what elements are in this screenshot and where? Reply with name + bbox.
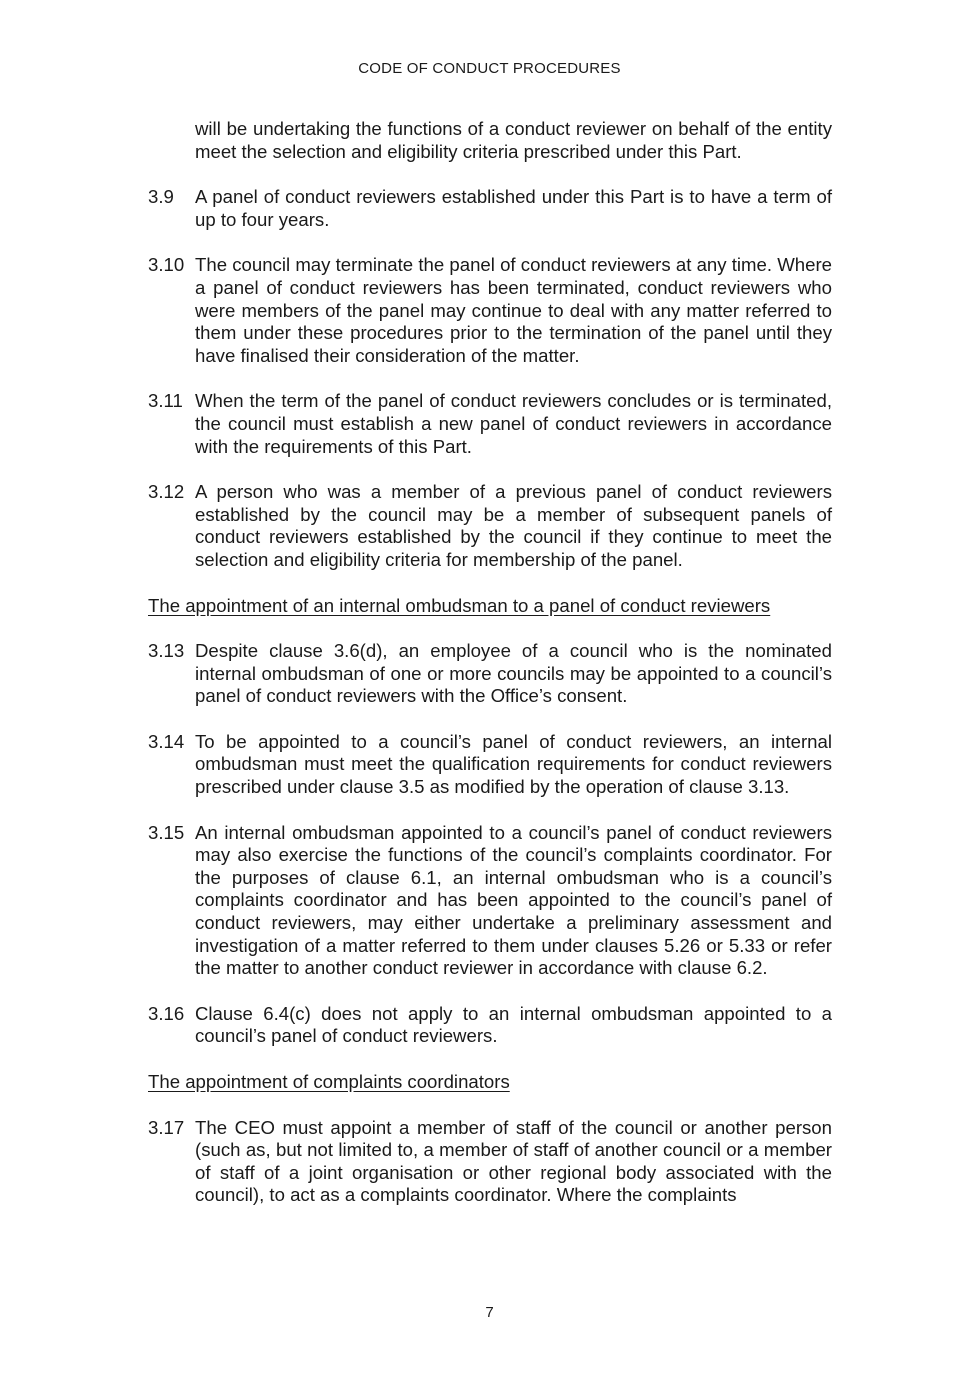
clause-number: 3.10 — [148, 254, 185, 276]
clause-number: 3.12 — [148, 481, 185, 503]
clause-number: 3.17 — [148, 1116, 185, 1138]
continuation-paragraph: will be undertaking the functions of a conduct reviewer on behalf of the entity meet the selection and eligibility criteria prescribed under this Part. — [195, 118, 832, 162]
clause-3-13 — [148, 640, 832, 708]
clause-number: 3.9 — [148, 186, 174, 208]
clause-3-9 — [148, 186, 832, 231]
clause-text: An internal ombudsman appointed to a council’s panel of conduct reviewers may also exercise the functions of the council’s complaints coordinator. For the purposes of clause 6.1, an internal ombudsman who is a council’s complaints coordinator and has been appointed to the council’s panel of conduct reviewers, may either undertake a preliminary assessment and investigation of a matter referred to them under clauses 5.26 or 5.33 or refer the matter to another conduct reviewer in accordance with clause 6.2. — [195, 821, 832, 979]
clause-3-17 — [148, 1117, 832, 1207]
clause-text: When the term of the panel of conduct reviewers concludes or is terminated, the council must establish a new panel of conduct reviewers in accordance with the requirements of this Part. — [195, 390, 832, 457]
clause-3-14 — [148, 731, 832, 799]
clause-text: The CEO must appoint a member of staff of the council or another person (such as, but not limited to, a member of staff of another council or a member of staff of a joint organisation or other regional body associated with the council), to act as a complaints coordinator. Where the complaints — [195, 1116, 832, 1206]
running-header: CODE OF CONDUCT PROCEDURES — [358, 60, 621, 77]
clause-text: The council may terminate the panel of conduct reviewers at any time. Where a panel of conduct reviewers has been terminated, conduct reviewers who were members of the panel may continue to deal with any matter referred to them under these procedures prior to the termination of the panel until they have finalised their consideration of the matter. — [195, 254, 832, 366]
clause-text: Despite clause 3.6(d), an employee of a council who is the nominated internal ombudsman of one or more councils may be appointed to a council’s panel of conduct reviewers with the Office’s consent. — [195, 640, 832, 707]
clause-3-16 — [148, 1003, 832, 1048]
section-heading-ombudsman: The appointment of an internal ombudsman to a panel of conduct reviewers — [148, 594, 771, 616]
clause-3-10 — [148, 254, 832, 367]
clause-3-12 — [148, 481, 832, 571]
clause-text: A person who was a member of a previous panel of conduct reviewers established by the council may be a member of subsequent panels of conduct reviewers established by the council if they continue to meet the selection and eligibility criteria for membership of the panel. — [195, 481, 832, 570]
clause-number: 3.14 — [148, 730, 185, 752]
section-heading-coordinators: The appointment of complaints coordinators — [148, 1071, 510, 1092]
clause-number: 3.13 — [148, 640, 185, 662]
document-body — [148, 118, 832, 1207]
clause-text: To be appointed to a council’s panel of conduct reviewers, an internal ombudsman must meet the qualification requirements for conduct reviewers prescribed under clause 3.5 as modified by the operation of clause 3.13. — [195, 730, 832, 798]
clause-3-11 — [148, 390, 832, 458]
clause-number: 3.11 — [148, 390, 183, 412]
clause-number: 3.15 — [148, 821, 185, 843]
clause-number: 3.16 — [148, 1002, 185, 1024]
page-number: 7 — [485, 1304, 494, 1321]
clause-3-15 — [148, 822, 832, 980]
clause-text: A panel of conduct reviewers established under this Part is to have a term of up to four years. — [195, 186, 832, 230]
clause-text: Clause 6.4(c) does not apply to an internal ombudsman appointed to a council’s panel of conduct reviewers. — [195, 1002, 832, 1047]
